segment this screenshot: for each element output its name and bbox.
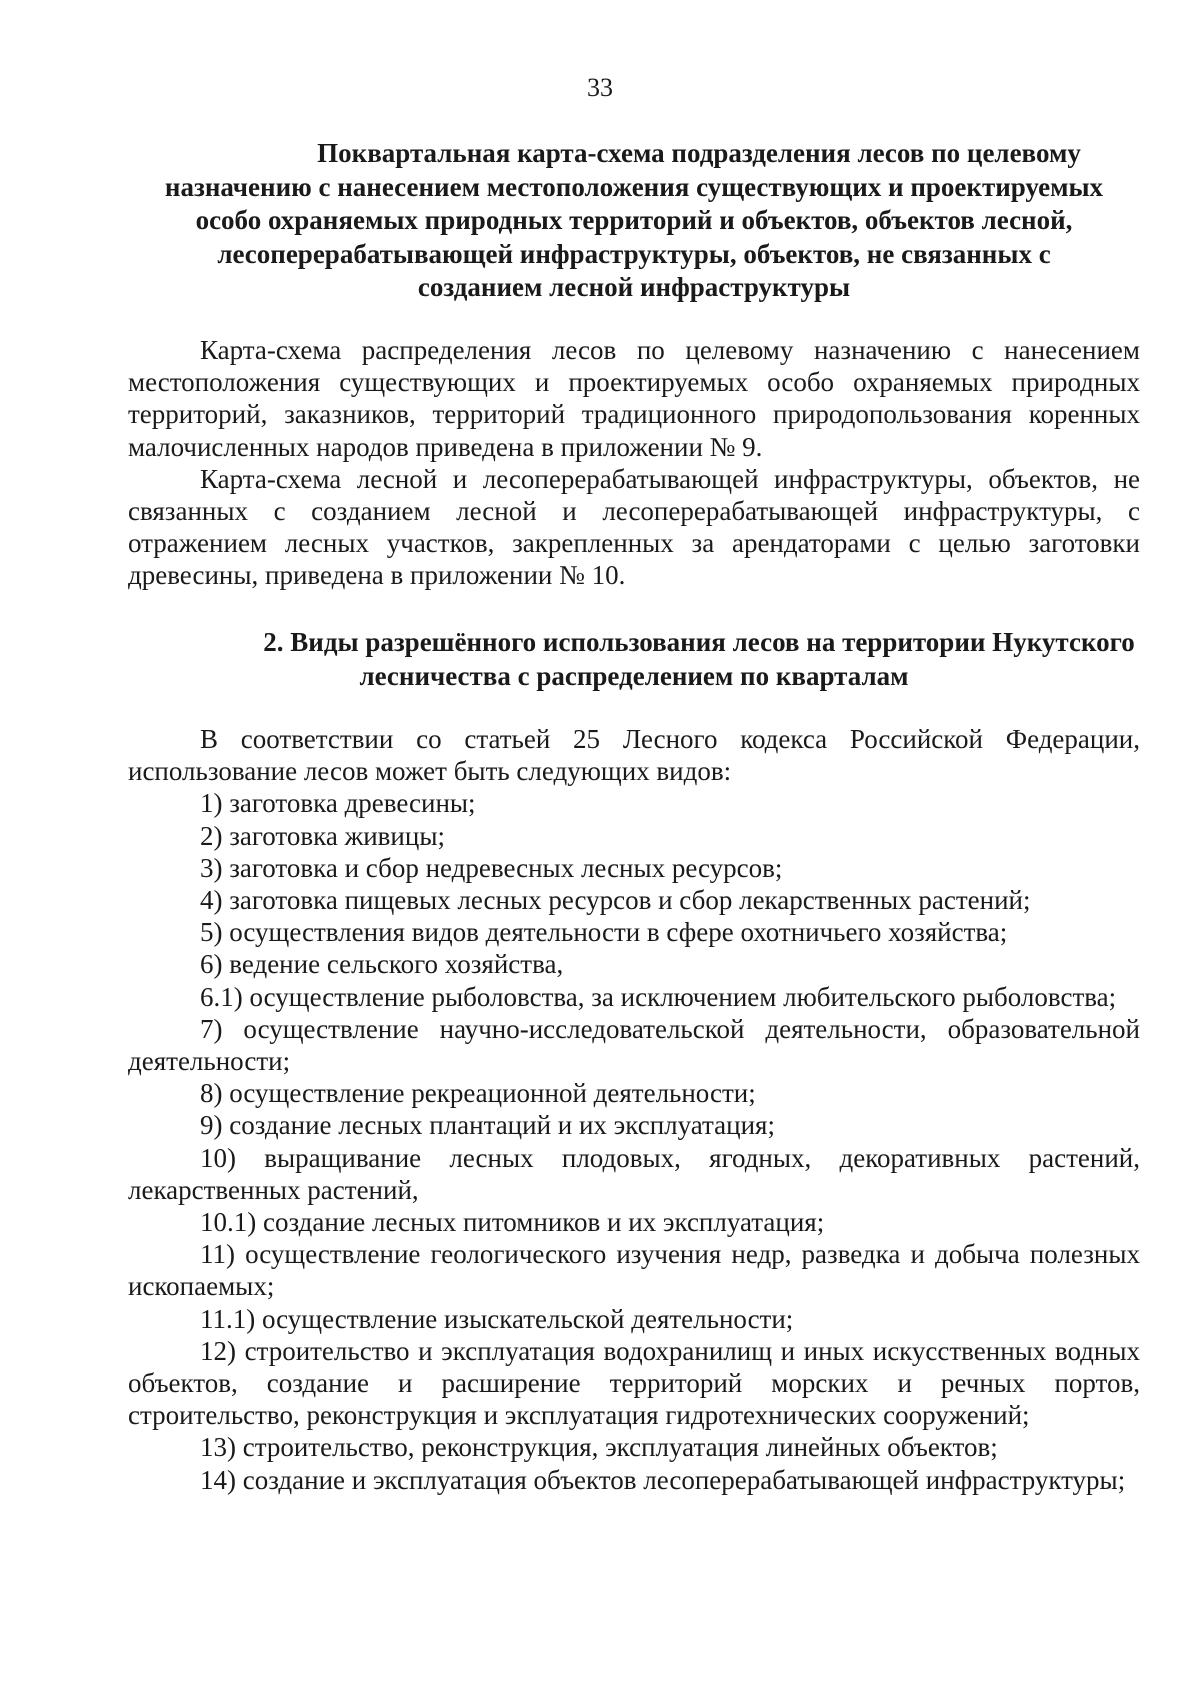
list-item: 13) строительство, реконструкция, эксплуатация линейных объектов;: [200, 1432, 998, 1463]
list-item: 14) создание и эксплуатация объектов лесоперерабатывающей инфраструктуры;: [200, 1464, 1126, 1495]
heading-line: 2. Виды разрешённого использования лесов на территории Нукутского: [263, 627, 1135, 657]
heading-line: лесоперерабатывающей инфраструктуры, объектов, не связанных с: [217, 238, 1051, 269]
list-item: 7) осуществление научно-исследовательской деятельности, образовательной деятельности;: [128, 1013, 1140, 1077]
list-item: 4) заготовка пищевых лесных ресурсов и сбор лекарственных растений;: [200, 885, 1031, 916]
section-1-body: [128, 334, 1140, 592]
paragraph: Карта-схема лесной и лесоперерабатывающей инфраструктуры, объектов, не связанных с созданием лесной и лесоперерабатывающей инфраструктуры, с отражением лесных участков, закрепленных за арендаторами с целью заготовки древесины, приведена в приложении № 10.: [128, 463, 1140, 591]
list-item: 5) осуществления видов деятельности в сфере охотничьего хозяйства;: [200, 917, 1008, 948]
list-item: 6) ведение сельского хозяйства,: [200, 949, 564, 980]
section-2-body: [128, 723, 1140, 1496]
list-item: 10) выращивание лесных плодовых, ягодных, декоративных растений, лекарственных растений,: [128, 1142, 1140, 1205]
heading-line: особо охраняемых природных территорий и объектов, объектов лесной,: [195, 205, 1073, 235]
list-item: 11.1) осуществление изыскательской деятельности;: [200, 1303, 794, 1334]
heading-line: лесничества с распределением по кварталам: [359, 660, 909, 691]
list-item: 3) заготовка и сбор недревесных лесных ресурсов;: [200, 852, 783, 883]
list-item: 11) осуществление геологического изучения недр, разведка и добыча полезных ископаемых;: [128, 1239, 1140, 1302]
heading-line: созданием лесной инфраструктуры: [417, 272, 851, 302]
list-item: 9) создание лесных плантаций и их эксплуатация;: [200, 1110, 775, 1141]
list-item: 12) строительство и эксплуатация водохранилищ и иных искусственных водных объектов, создание и расширение территорий морских и речных портов, строительство, реконструкция и эксплуатация гидротехнических сооружений;: [128, 1335, 1140, 1431]
list-item: 6.1) осуществление рыболовства, за исключением любительского рыболовства;: [200, 981, 1117, 1012]
heading-line: назначению с нанесением местоположения существующих и проектируемых: [164, 171, 1104, 202]
list-item: 1) заготовка древесины;: [200, 788, 476, 819]
section-2-heading: [128, 626, 1140, 693]
list-item: 2) заготовка живицы;: [200, 820, 445, 851]
intro-paragraph: В соответствии со статьей 25 Лесного кодекса Российской Федерации, использование лесов может быть следующих видов:: [128, 724, 1140, 787]
list-item: 10.1) создание лесных питомников и их эксплуатация;: [200, 1207, 825, 1238]
list-item: 8) осуществление рекреационной деятельности;: [200, 1078, 756, 1109]
paragraph: Карта-схема распределения лесов по целевому назначению с нанесением местоположения существующих и проектируемых особо охраняемых природных территорий, заказников, территорий традиционного природопользования коренных малочисленных народов приведена в приложении № 9.: [128, 335, 1140, 462]
heading-line: Поквартальная карта-схема подразделения лесов по целевому: [317, 138, 1081, 168]
section-1-heading: [128, 137, 1140, 305]
page-number: 33: [587, 73, 613, 102]
